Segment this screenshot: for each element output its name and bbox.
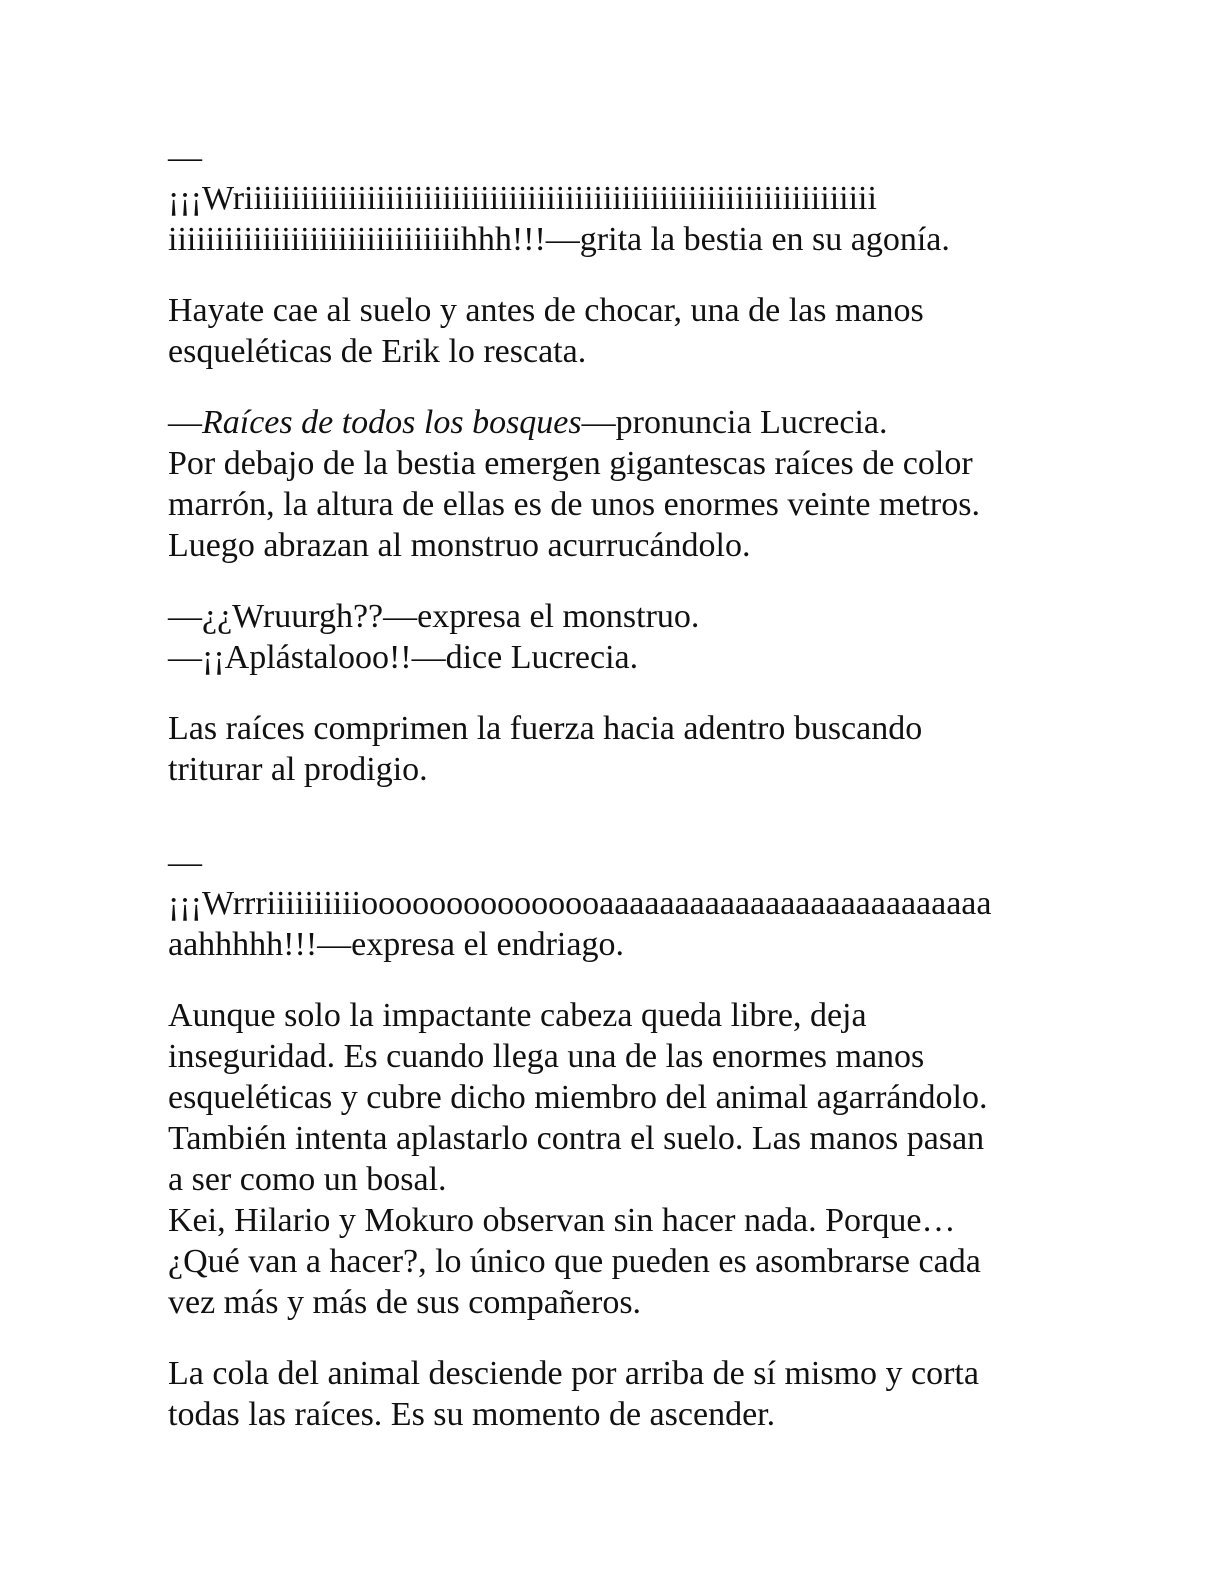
text-fragment: —pronuncia Lucrecia. <box>581 404 888 441</box>
text-line: Kei, Hilario y Mokuro observan sin hacer nada. Porque… <box>168 1202 956 1239</box>
paragraph-gap <box>168 790 1048 842</box>
paragraph-gap <box>168 965 1048 995</box>
paragraph-scream-1 <box>168 137 1048 260</box>
paragraph-gap <box>168 1323 1048 1353</box>
text-line: ¿Qué van a hacer?, lo único que pueden es asombrarse cada <box>168 1243 981 1280</box>
text-line: marrón, la altura de ellas es de unos enormes veinte metros. <box>168 486 980 523</box>
text-line: triturar al prodigio. <box>168 751 428 788</box>
text-line: Por debajo de la bestia emergen gigantescas raíces de color <box>168 445 973 482</box>
text-line: todas las raíces. Es su momento de ascender. <box>168 1396 776 1433</box>
text-line: — <box>168 139 202 176</box>
text-line: — <box>168 844 202 881</box>
paragraph-gap <box>168 566 1048 596</box>
paragraph-scream-2 <box>168 842 1048 965</box>
text-line: —¿¿Wruurgh??—expresa el monstruo. <box>168 598 700 635</box>
paragraph-raices <box>168 402 1048 566</box>
document-page <box>168 137 1048 1435</box>
text-line: esqueléticas de Erik lo rescata. <box>168 333 587 370</box>
text-line: Aunque solo la impactante cabeza queda libre, deja <box>168 997 867 1034</box>
text-line: aahhhhh!!!—expresa el endriago. <box>168 926 624 963</box>
text-line: a ser como un bosal. <box>168 1161 447 1198</box>
paragraph-dialogue <box>168 596 1048 678</box>
text-line: —Raíces de todos los bosques—pronuncia Lucrecia. <box>168 404 888 441</box>
text-line: iiiiiiiiiiiiiiiiiiiiiiiiiiiiiiihhh!!!—grita la bestia en su agonía. <box>168 221 950 258</box>
spell-name: Raíces de todos los bosques <box>202 404 582 441</box>
paragraph-comprimen <box>168 708 1048 790</box>
paragraph-gap <box>168 678 1048 708</box>
paragraph-cola <box>168 1353 1048 1435</box>
text-line: Las raíces comprimen la fuerza hacia adentro buscando <box>168 710 923 747</box>
text-line: Hayate cae al suelo y antes de chocar, una de las manos <box>168 292 924 329</box>
text-line: ¡¡¡Wriiiiiiiiiiiiiiiiiiiiiiiiiiiiiiiiiiiiiiiiiiiiiiiiiiiiiiiiiiiiiiiiiii <box>168 180 877 217</box>
text-line: Luego abrazan al monstruo acurrucándolo. <box>168 527 751 564</box>
paragraph-cabeza <box>168 995 1048 1323</box>
text-line: También intenta aplastarlo contra el suelo. Las manos pasan <box>168 1120 985 1157</box>
paragraph-gap <box>168 372 1048 402</box>
paragraph-hayate <box>168 290 1048 372</box>
text-line: ¡¡¡Wrrriiiiiiiiiiooooooooooooooaaaaaaaaaaaaaaaaaaaaaaaaaa <box>168 885 992 922</box>
text-line: vez más y más de sus compañeros. <box>168 1284 642 1321</box>
text-line: —¡¡Aplástalooo!!—dice Lucrecia. <box>168 639 639 676</box>
text-line: esqueléticas y cubre dicho miembro del animal agarrándolo. <box>168 1079 988 1116</box>
paragraph-gap <box>168 260 1048 290</box>
text-line: inseguridad. Es cuando llega una de las enormes manos <box>168 1038 925 1075</box>
text-line: La cola del animal desciende por arriba de sí mismo y corta <box>168 1355 979 1392</box>
